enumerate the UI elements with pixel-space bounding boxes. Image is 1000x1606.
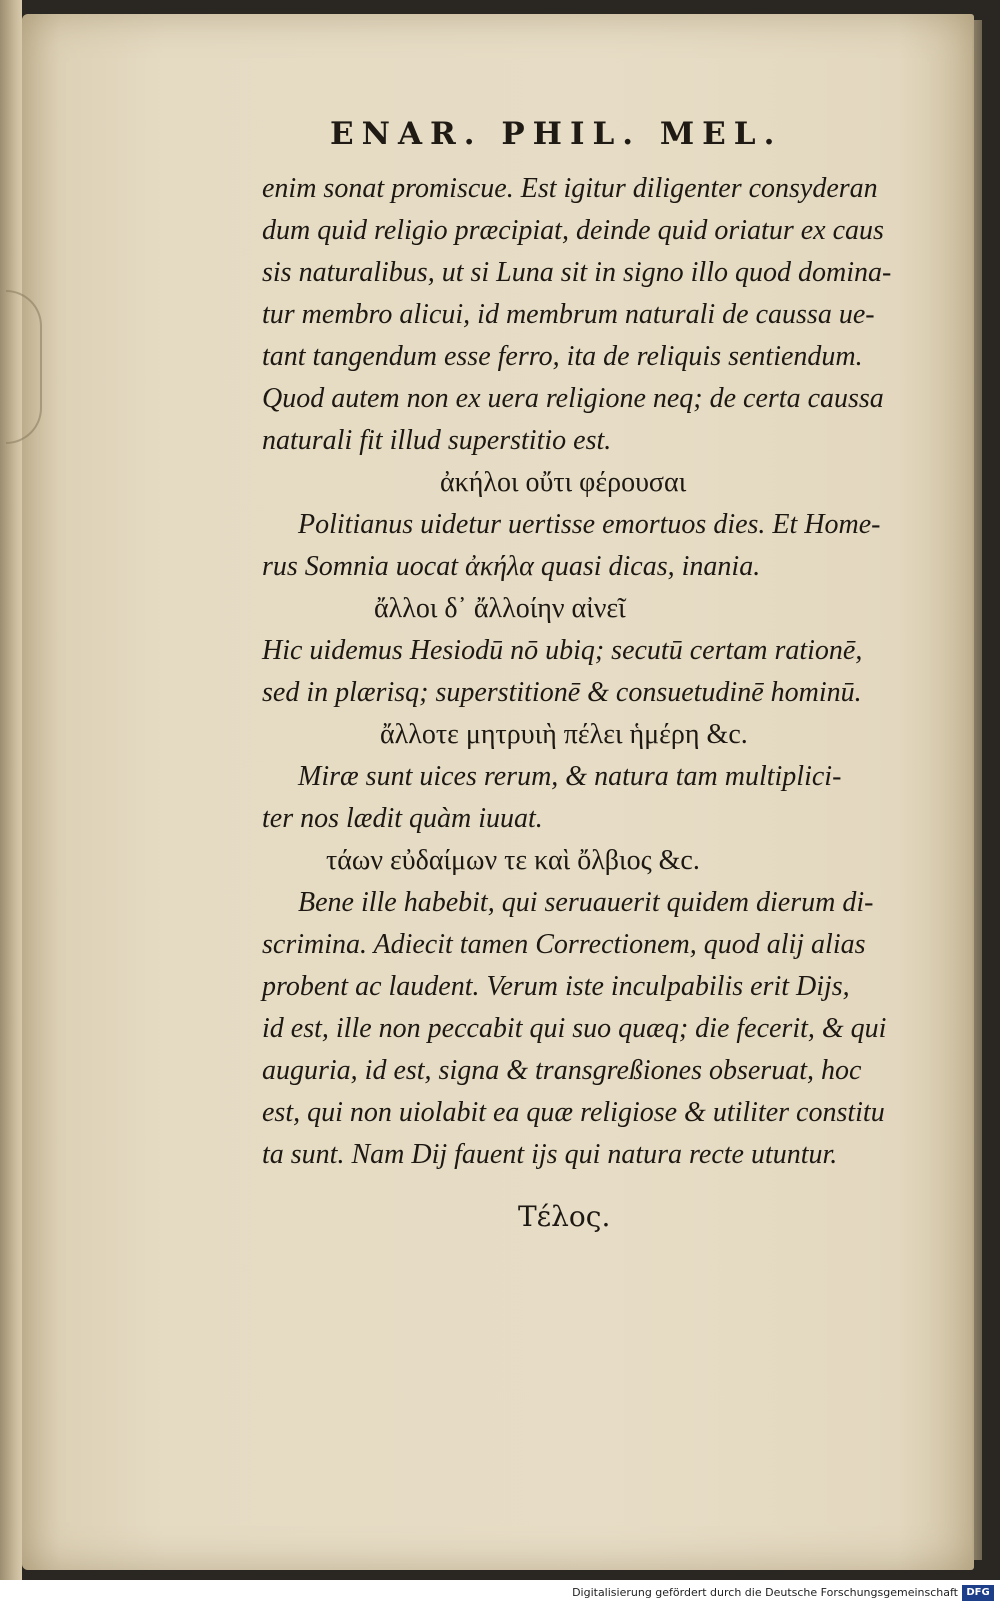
text-line: auguria, id est, signa & transgreßiones obseruat, hoc [262,1055,862,1086]
text-line: Politianus uidetur uertisse emortuos dies. Et Home- [298,509,881,540]
greek-quote: τάων εὐδαίμων τε καὶ ὄλβιος &c. [326,845,700,876]
clasp-mark [6,290,42,444]
dfg-logo[interactable]: DFG [962,1585,994,1601]
greek-quote: ἀκήλοι οὔτι φέρουσαι [440,467,687,498]
text-line: rus Somnia uocat ἀκήλα quasi dicas, inania. [262,551,761,582]
text-line: Bene ille habebit, qui seruauerit quidem dierum di- [298,887,874,918]
finis-mark: Τέλος. [518,1200,611,1233]
text-line: est, qui non uiolabit ea quæ religiose & utiliter constitu [262,1097,885,1128]
text-line: sis naturalibus, ut si Luna sit in signo illo quod domina- [262,257,892,288]
text-line: Miræ sunt uices rerum, & natura tam multiplici- [298,761,842,792]
greek-quote: ἄλλοι δ᾽ ἄλλοίην αἰνεῖ [374,593,626,624]
text-line: Quod autem non ex uera religione neq; de certa caussa [262,383,884,414]
text-line: probent ac laudent. Verum iste inculpabilis erit Dijs, [262,971,850,1002]
text-line: Hic uidemus Hesiodū nō ubiq; secutū certam rationē, [262,635,863,666]
text-line: sed in plærisq; superstitionē & consuetudinē hominū. [262,677,862,708]
greek-quote: ἄλλοτε μητρυιὴ πέλει ἡμέρη &c. [380,719,748,750]
text-line: ta sunt. Nam Dij fauent ijs qui natura recte utuntur. [262,1139,838,1170]
text-line: tur membro alicui, id membrum naturali de caussa ue- [262,299,875,330]
text-line: scrimina. Adiecit tamen Correctionem, quod alij alias [262,929,866,960]
text-line: dum quid religio præcipiat, deinde quid oriatur ex caus [262,215,884,246]
footer-bar [0,1582,1000,1606]
text-line: tant tangendum esse ferro, ita de reliquis sentiendum. [262,341,863,372]
page-text [262,168,922,1176]
running-title: ENAR. PHIL. MEL. [330,116,783,152]
text-line: ter nos lædit quàm iuuat. [262,803,543,834]
text-line: enim sonat promiscue. Est igitur diligenter consyderan [262,173,878,204]
footer-credit: Digitalisierung gefördert durch die Deutsche Forschungsgemeinschaft [572,1586,958,1599]
text-line: naturali fit illud superstitio est. [262,425,612,456]
page-edge [0,0,22,1580]
text-line: id est, ille non peccabit qui suo quæq; die fecerit, & qui [262,1013,887,1044]
page-fold [972,20,982,1560]
